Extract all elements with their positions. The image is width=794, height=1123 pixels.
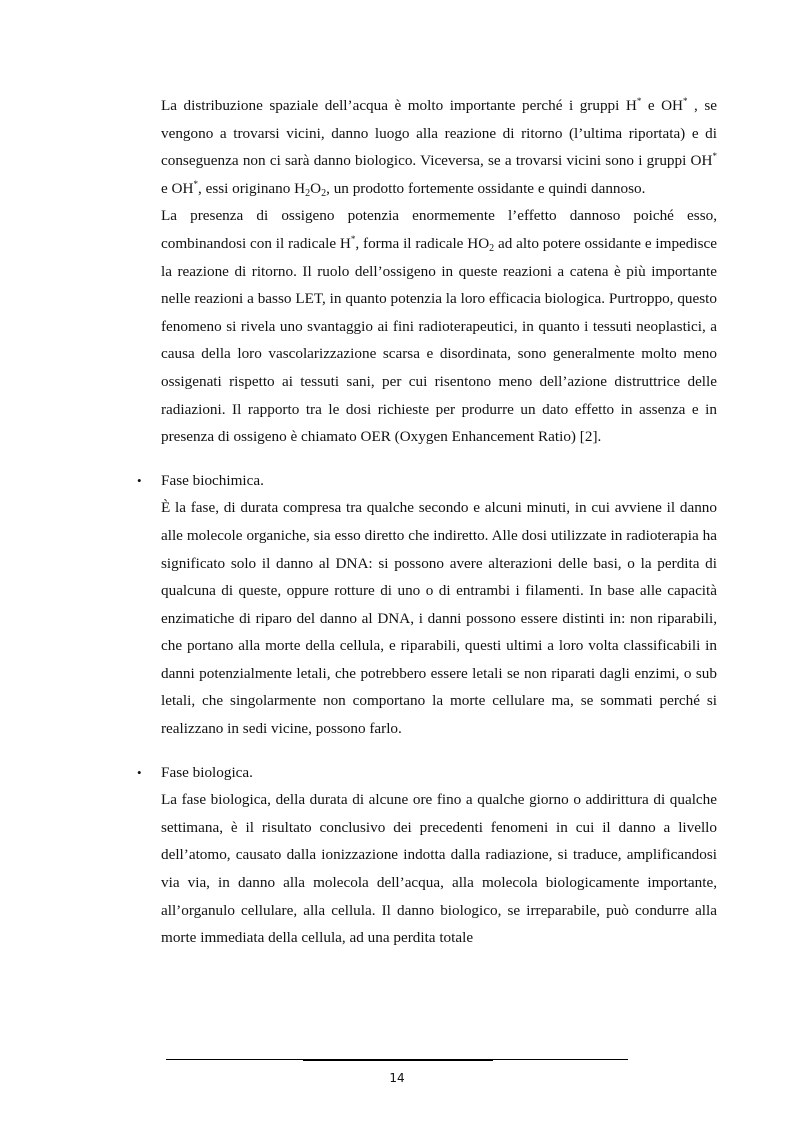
- bullet-icon: •: [137, 764, 142, 780]
- text-run: , un prodotto fortemente ossidante e quindi dannoso.: [326, 179, 646, 197]
- radical-asterisk: *: [193, 178, 198, 189]
- text-run: La distribuzione spaziale dell’acqua è molto importante perché i gruppi H: [161, 97, 637, 114]
- radical-asterisk: *: [712, 151, 717, 162]
- page-number: 14: [389, 1071, 405, 1085]
- text-run: ad alto potere ossidante e impedisce la reazione di ritorno. Il ruolo dell’ossigeno in queste reazioni a catena è più importante nelle reazioni a basso LET, in quanto potenzia la loro efficacia biologica. Purtroppo, questo fenomeno si rivela uno svantaggio ai fini radioterapeutici, in quanto i tessuti neoplastici, a causa della loro vascolarizzazione scarsa e disordinata, sono generalmente molto meno ossigenati rispetto ai tessuti sani, per cui risentono meno dell’azione distruttrice delle radiazioni. Il rapporto tra le dosi richieste per produrre un dato effetto in assenza e in presenza di ossigeno è chiamato OER (Oxygen Enhancement Ratio) [2].: [161, 234, 717, 446]
- footer-rule-accent: [303, 1059, 493, 1061]
- page-body: [137, 92, 717, 952]
- radical-asterisk: *: [636, 96, 642, 106]
- subscript: 2: [305, 187, 311, 199]
- text-run: e OH: [161, 179, 194, 197]
- text-run: , se vengono a trovarsi vicini, danno luogo alla reazione di ritorno (l’ultima riportata) e di conseguenza non ci sarà danno biologico. Viceversa, se a trovarsi vicini sono i gruppi OH: [161, 97, 717, 170]
- paragraph-water-radiolysis: [161, 92, 717, 202]
- section-body: La fase biologica, della durata di alcune ore fino a qualche giorno o addirittura di qualche settimana, è il risultato conclusivo dei precedenti fenomeni in cui il danno a livello dell’atomo, causato dalla ionizzazione indotta dalla radiazione, si traduce, amplificandosi via via, in danno alla molecola dell’acqua, alla molecola biologicamente importante, all’organulo cellulare, alla cellula. Il danno biologico, se irreparabile, può condurre alla morte immediata della cellula, ad una perdita totale: [161, 791, 717, 947]
- text-run: e OH: [641, 97, 684, 114]
- bullet-icon: •: [137, 472, 142, 488]
- text-run: , forma il radicale HO: [355, 234, 490, 252]
- subscript: 2: [489, 242, 495, 254]
- text-run: , essi originano H: [197, 179, 306, 197]
- section-title: Fase biochimica.: [161, 471, 264, 489]
- subscript: 2: [321, 187, 327, 199]
- section-body: È la fase, di durata compresa tra qualche secondo e alcuni minuti, in cui avviene il danno alle molecole organiche, sia esso diretto che indiretto. Alle dosi utilizzate in radioterapia ha significato solo il danno al DNA: si possono avere alterazioni delle basi, o la perdita di qualcuna di queste, oppure rotture di uno o di entrambi i filamenti. In base alle capacità enzimatiche di riparo del danno al DNA, i danni possono essere distinti in: non riparabili, che portano alla morte della cellula, e riparabili, questi ultimi a loro volta classificabili in danni potenzialmente letali, che potrebbero essere letali se non riparati dagli enzimi, o sub letali, che singolarmente non comportano la morte cellulare ma, se sommati perché si realizzano in sedi vicine, possono farlo.: [161, 499, 717, 738]
- text-run: O: [310, 179, 322, 197]
- section-biochemical-phase: [137, 467, 717, 743]
- text-run: La presenza di ossigeno potenzia enormemente l’effetto dannoso poiché esso, combinandosi con il radicale H: [161, 207, 717, 252]
- radical-asterisk: *: [683, 96, 688, 106]
- paragraph-oxygen-effect: [161, 202, 717, 450]
- section-biological-phase: [137, 759, 717, 952]
- radical-asterisk: *: [350, 233, 356, 244]
- section-title: Fase biologica.: [161, 763, 253, 781]
